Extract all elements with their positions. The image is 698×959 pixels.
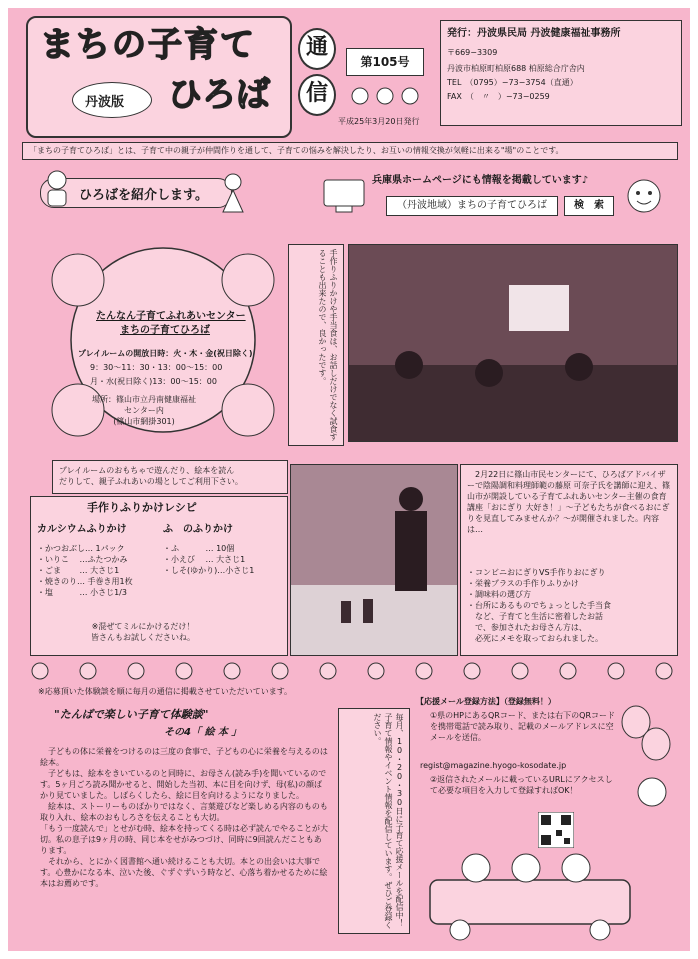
title-main: まちの子育て bbox=[40, 25, 256, 65]
qr-code-icon[interactable] bbox=[538, 812, 574, 848]
edition-badge bbox=[72, 82, 152, 118]
taiken-subtitle: その4「 絵 本 」 bbox=[164, 727, 242, 738]
event-text: 2月22日に篠山市民センターにて、ひろばアドバイザーで陰陽調和料理師範の藤原 可奈子氏を講師に迎え、篠山市が開設している子育てふれあいセンター主催の食育講座「おにぎり 大好き！」〜子どもたちが食べるおにぎりを見直してみませんか？〜が開催されました。内容は… bbox=[467, 470, 671, 534]
wagon-children-illustration bbox=[416, 846, 680, 942]
newsletter-page bbox=[8, 8, 690, 951]
publisher-fax: FAX （ 〃 ）−73−0259 bbox=[447, 92, 550, 101]
seminar-photo-image bbox=[349, 245, 677, 441]
register-step1: ①県のHPにあるQRコード、または右下のQRコードを携帯電話で読み取り、記載のメールアドレスに空メールを送信。 bbox=[430, 711, 616, 742]
bears-illustration bbox=[348, 84, 422, 106]
center-place: 場所：篠山市立丹南健康福祉 センター内 (篠山市網掛301) bbox=[92, 395, 196, 426]
publisher-zip: 〒669−3309 bbox=[447, 48, 498, 57]
title-block bbox=[26, 16, 292, 138]
smiley-mascot-icon bbox=[624, 176, 664, 216]
child-illustration-icon bbox=[42, 168, 72, 210]
balloons-rabbit-illustration bbox=[616, 704, 676, 814]
tsushin-block bbox=[294, 28, 336, 124]
vertical-note: 手作りふりかけや手当食は、お話しだけでなく試食することも出来たので、良かったです。 bbox=[318, 249, 338, 441]
register-title: 【応援メール登録方法】（登録無料！） bbox=[416, 697, 556, 706]
playroom-note: プレイルームのおもちゃで遊んだり、絵本を読ん だりして、親子ふれあいの場としてご利用下さい。 bbox=[59, 466, 243, 486]
recipe-left-items: ・かつおぶし… 1パック ・いりこ …ふたつかみ ・ごま … 大さじ1 ・焼きのり… 手巻き用1枚 ・塩 … 小さじ1/3 bbox=[37, 544, 133, 597]
flower-girl-icon bbox=[218, 172, 248, 214]
lecturer-photo-image bbox=[291, 465, 457, 655]
playroom-note-box bbox=[52, 460, 288, 494]
tsushin-char-1: 通 bbox=[298, 28, 336, 70]
mail-vertical-box bbox=[338, 708, 410, 934]
taiken-title: "たんばで楽しい子育て体験談" bbox=[54, 708, 209, 721]
recipe-title: 手作りふりかけレシピ bbox=[87, 501, 197, 514]
publisher-box bbox=[440, 20, 682, 126]
intro-text: 「まちの子育てひろば」とは、子育て中の親子が仲間作りを通して、子育ての悩みを解決したり、お互いの情報交換が気軽に出来る"場"のことです。 bbox=[29, 146, 564, 155]
edition-label: 丹波版 bbox=[85, 95, 125, 110]
bear-characters bbox=[348, 84, 422, 106]
event-list: ・コンビニおにぎりVS手作りおにぎり ・栄養プラスの手作りふりかけ ・調味料の選び方 ・台所にあるものでちょっとした手当食 など、子育てと生活に密着したお話 で、参加されたお母さん方は、 必死にメモを取っておられました。 bbox=[467, 568, 611, 643]
intro-banner bbox=[22, 142, 678, 160]
issue-date: 平成25年3月20日発行 bbox=[338, 117, 420, 126]
search-button[interactable]: 検 索 bbox=[564, 196, 614, 216]
tsushin-char-2: 信 bbox=[298, 74, 336, 116]
taiken-box bbox=[34, 704, 330, 940]
center-name1: たんなん子育てふれあいセンター bbox=[96, 311, 246, 322]
recipe-right-items: ・ふ … 10個 ・小えび … 大さじ1 ・しそ(ゆかり)…小さじ1 bbox=[163, 544, 255, 575]
open-time1: 9：30〜11：30・13：00〜15：00 bbox=[90, 363, 223, 372]
register-email[interactable]: regist@magazine.hyogo-kosodate.jp bbox=[420, 761, 567, 770]
hiroba-heading: ひろばを紹介します。 bbox=[79, 188, 208, 203]
taiken-notice: ※応募頂いた体験談を順に毎月の通信に掲載させていただいています。 bbox=[38, 687, 293, 696]
publisher-tel: TEL （0795）−73−3754（直通） bbox=[447, 78, 578, 87]
recipe-left-title: カルシウムふりかけ bbox=[37, 524, 127, 535]
publisher-line1: 発行：丹波県民局 丹波健康福祉事務所 bbox=[447, 28, 621, 39]
open-label: プレイルームの開放日時：火・木・金(祝日除く) bbox=[78, 349, 253, 358]
mail-vertical-text: 毎月、10・20・30日に子育て応援メールを配信中！子育て情報やイベント情報を配信しています。ぜひご登録ください。 bbox=[373, 713, 404, 929]
center-name2: まちの子育てひろば bbox=[120, 325, 210, 336]
publisher-address: 丹波市柏原町柏原688 柏原総合庁舎内 bbox=[447, 64, 585, 73]
search-term-box[interactable]: （丹波地域）まちの子育てひろば bbox=[386, 196, 558, 216]
event-box bbox=[460, 464, 678, 656]
register-step2: ②返信されたメールに載っているURLにアクセスして必要な項目を入力して登録すればOK！ bbox=[430, 775, 613, 795]
vertical-note-box bbox=[288, 244, 344, 446]
recipe-note: ※混ぜてミルにかけるだけ！ 皆さんもお試しくださいね。 bbox=[91, 622, 195, 642]
recipe-box bbox=[30, 496, 288, 656]
open-time2: 月・水(祝日除く)13：00〜15：00 bbox=[90, 377, 217, 386]
title-sub: ひろば bbox=[168, 75, 270, 115]
taiken-body: 子どもの体に栄養をつけるのは三度の食事で、子どもの心に栄養を与えるのは絵本。 子どもは、絵本をきいているのと同時に、お母さん(読み手)を聞いているのです。5ヶ月ごろ読み聞かせると、開始した当初、本に目を向けず、母(私)の顔ばかり見ていました。しばらくしたら、絵に目を向けるようになりました。 絵本は、ストーリーものばかりではなく、言葉遊びなど楽しめる内容のものも取り入れ、絵本のおもしろさを伝えることも大切。 「もう一度読んで」とせがむ時、絵本を持ってくる時は必ず読んでやることが大切。私の息子は9ヶ月の時、同じ本をせがみつづけ、同時に9回読んだこともあります。 それから、とにかく図書館へ通い続けることも大切。本との出会いは大事です。心豊かになる本、泣いた後、ぐずぐずいう時など、心落ち着かせるために絵本はお薦めです。 bbox=[40, 747, 328, 888]
flower-border-decoration bbox=[28, 660, 676, 682]
lecturer-photo bbox=[290, 464, 458, 656]
issue-number: 第105号 bbox=[346, 48, 424, 76]
homepage-notice: 兵庫県ホームページにも情報を掲載しています♪ bbox=[372, 175, 589, 186]
register-box bbox=[416, 696, 680, 944]
seminar-photo bbox=[348, 244, 678, 442]
recipe-right-title: ふ のふりかけ bbox=[163, 524, 233, 535]
computer-icon bbox=[320, 178, 368, 214]
